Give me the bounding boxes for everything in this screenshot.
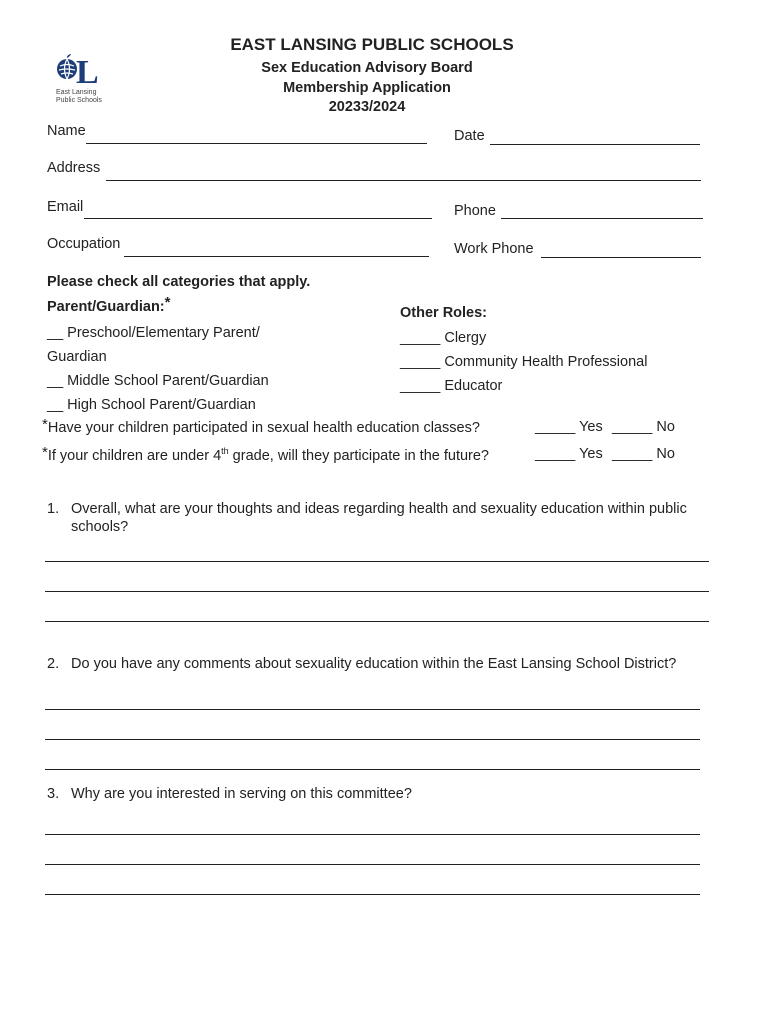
- occupation-label: Occupation: [47, 236, 121, 252]
- email-label: Email: [47, 199, 84, 215]
- answer-line[interactable]: [45, 709, 700, 710]
- work-phone-label: Work Phone: [454, 241, 534, 257]
- question-number: 3.: [47, 786, 60, 802]
- answer-line[interactable]: [45, 769, 700, 770]
- other-role-option[interactable]: _____ Clergy: [400, 330, 487, 346]
- no-option[interactable]: _____ No: [612, 419, 675, 435]
- answer-line[interactable]: [45, 739, 700, 740]
- other-role-option[interactable]: _____ Community Health Professional: [400, 354, 648, 370]
- answer-line[interactable]: [45, 621, 709, 622]
- name-field[interactable]: [86, 143, 427, 144]
- answer-line[interactable]: [45, 561, 709, 562]
- answer-line[interactable]: [45, 834, 700, 835]
- parent-option[interactable]: __ High School Parent/Guardian: [47, 397, 256, 413]
- answer-line[interactable]: [45, 864, 700, 865]
- logo-text: East Lansing Public Schools: [56, 89, 102, 104]
- parent-heading: Parent/Guardian:*: [47, 294, 171, 315]
- logo-letter: L: [76, 54, 99, 91]
- org-title: EAST LANSING PUBLIC SCHOOLS: [230, 35, 514, 54]
- parent-option[interactable]: __ Preschool/Elementary Parent/: [47, 325, 260, 341]
- form-subtitle-2: Membership Application: [283, 80, 451, 96]
- question-text: schools?: [71, 519, 129, 535]
- address-field[interactable]: [106, 180, 701, 181]
- phone-label: Phone: [454, 203, 496, 219]
- form-subtitle: Sex Education Advisory Board: [261, 60, 473, 76]
- date-field[interactable]: [490, 144, 700, 145]
- work-phone-field[interactable]: [541, 257, 701, 258]
- other-roles-heading: Other Roles:: [400, 305, 488, 321]
- categories-instruction: Please check all categories that apply.: [47, 274, 311, 290]
- parent-option: Guardian: [47, 349, 107, 365]
- answer-line[interactable]: [45, 894, 700, 895]
- other-role-option[interactable]: _____ Educator: [400, 378, 503, 394]
- form-year: 20233/2024: [328, 99, 406, 115]
- name-label: Name: [47, 123, 86, 139]
- address-label: Address: [47, 160, 101, 176]
- yn-question: *Have your children participated in sexual health education classes?: [42, 416, 480, 436]
- question-text: Do you have any comments about sexuality education within the East Lansing School District?: [71, 656, 677, 672]
- no-option[interactable]: _____ No: [612, 446, 675, 462]
- parent-option[interactable]: __ Middle School Parent/Guardian: [47, 373, 269, 389]
- question-text: Why are you interested in serving on this committee?: [71, 786, 412, 802]
- phone-field[interactable]: [501, 218, 703, 219]
- question-text: Overall, what are your thoughts and ideas regarding health and sexuality education within public: [71, 501, 687, 517]
- yes-option[interactable]: _____ Yes: [535, 446, 603, 462]
- occupation-field[interactable]: [124, 256, 429, 257]
- yn-question: *If your children are under 4th grade, will they participate in the future?: [42, 443, 489, 464]
- question-number: 2.: [47, 656, 60, 672]
- date-label: Date: [454, 128, 485, 144]
- email-field[interactable]: [84, 218, 432, 219]
- question-number: 1.: [47, 501, 60, 517]
- yes-option[interactable]: _____ Yes: [535, 419, 603, 435]
- answer-line[interactable]: [45, 591, 709, 592]
